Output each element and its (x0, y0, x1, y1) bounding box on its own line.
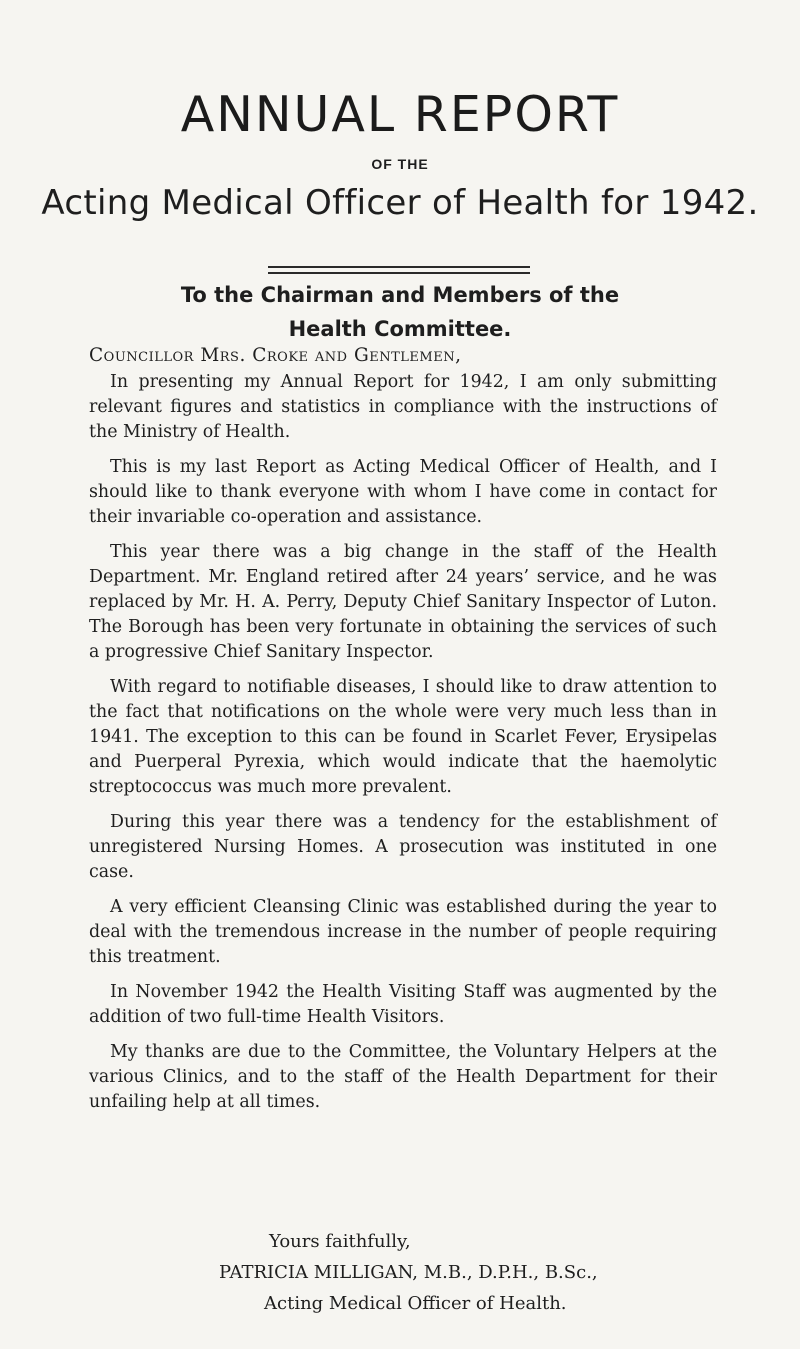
paragraph: In presenting my Annual Report for 1942, I am only submitting relevant figures and statistics in compliance with the instructions of the Ministry of Health. (89, 372, 717, 442)
report-title-connector: OF THE (371, 156, 429, 172)
paragraph: In November 1942 the Health Visiting Staff was augmented by the addition of two full-time Health Visitors. (89, 982, 717, 1027)
report-title: ANNUAL REPORT (180, 86, 620, 143)
signatory-role: Acting Medical Officer of Health. (264, 1293, 567, 1314)
addressee-line-1: To the Chairman and Members of the (180, 283, 620, 307)
salutation: Councillor Mrs. Croke and Gentlemen, (89, 345, 462, 366)
double-rule-bottom (268, 272, 530, 274)
report-subtitle: Acting Medical Officer of Health for 1942. (41, 183, 759, 223)
paragraph: My thanks are due to the Committee, the Voluntary Helpers at the various Clinics, and to the staff of the Health Department for their unfailing help at all times. (89, 1042, 717, 1112)
letter-body (89, 343, 717, 1125)
addressee-line-2: Health Committee. (288, 317, 512, 341)
double-rule-top (268, 266, 530, 268)
signatory-name: PATRICIA MILLIGAN, M.B., D.P.H., B.Sc., (219, 1262, 598, 1283)
closing-line: Yours faithfully, (269, 1231, 411, 1252)
addressee-heading (0, 278, 800, 346)
paragraph: A very efficient Cleansing Clinic was established during the year to deal with the tremendous increase in the number of people requiring this treatment. (89, 897, 717, 967)
paragraph: This year there was a big change in the staff of the Health Department. Mr. England retired after 24 years’ service, and he was replaced by Mr. H. A. Perry, Deputy Chief Sanitary Inspector of Luton. The Borough has been very fortunate in obtaining the services of such a progressive Chief Sanitary Inspector. (89, 542, 717, 662)
paragraph: With regard to notifiable diseases, I should like to draw attention to the fact that notifications on the whole were very much less than in 1941. The exception to this can be found in Scarlet Fever, Erysipelas and Puerperal Pyrexia, which would indicate that the haemolytic streptococcus was much more prevalent. (89, 677, 717, 797)
paragraph: During this year there was a tendency for the establishment of unregistered Nursing Homes. A prosecution was instituted in one case. (89, 812, 717, 882)
paragraph: This is my last Report as Acting Medical Officer of Health, and I should like to thank everyone with whom I have come in contact for their invariable co-operation and assistance. (89, 457, 717, 527)
